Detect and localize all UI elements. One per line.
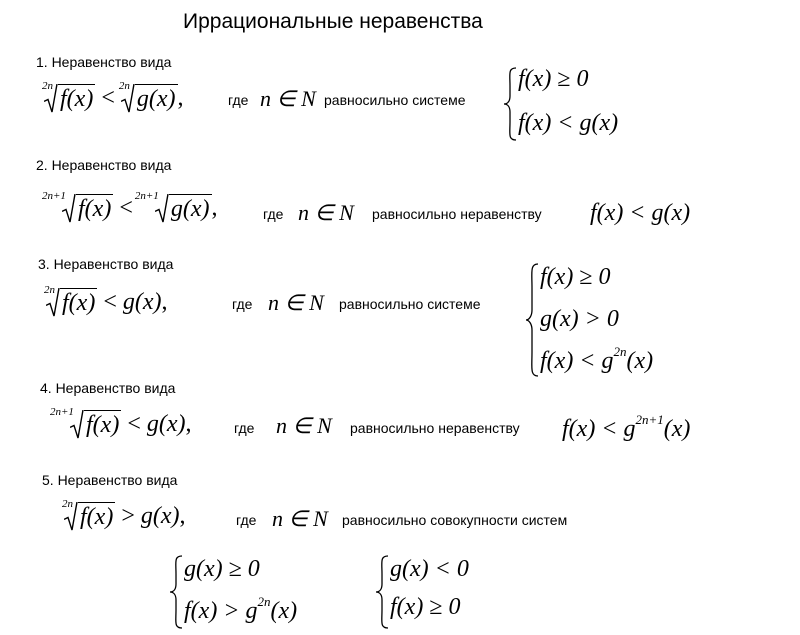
exponent: 2n+1 — [635, 412, 664, 427]
radicand-f: f(x) — [86, 412, 120, 438]
root-index: 2n — [42, 80, 53, 92]
comma: , — [211, 195, 218, 221]
root-f — [62, 498, 115, 531]
where-label: где — [263, 206, 284, 222]
comma: , — [179, 503, 186, 529]
system-brace — [374, 554, 390, 635]
item-1-heading: 1. Неравенство вида — [36, 54, 172, 70]
n-in-N: n ∈ N — [268, 290, 324, 315]
equiv-inequality-label: равносильно неравенству — [350, 420, 520, 436]
root-f — [50, 406, 121, 439]
root-f — [42, 190, 113, 223]
item-2-formula — [42, 190, 218, 223]
root-index: 2n+1 — [134, 190, 159, 202]
expr-tail: (x) — [626, 348, 654, 374]
result-2: f(x) < g(x) — [590, 200, 691, 226]
less-than: < — [127, 411, 141, 437]
system-3-line-3 — [540, 344, 653, 375]
g-of-x: g(x) — [146, 411, 186, 437]
less-than: < — [101, 85, 115, 111]
n-in-N: n ∈ N — [298, 200, 354, 225]
root-g — [134, 190, 212, 223]
comma: , — [161, 289, 168, 315]
system-1-line-2: f(x) < g(x) — [518, 110, 619, 136]
root-g — [118, 80, 178, 113]
system-1-line-1: f(x) ≥ 0 — [518, 66, 589, 92]
comma: , — [177, 85, 184, 111]
radicand-f: f(x) — [62, 290, 96, 316]
g-of-x: g(x) — [122, 289, 162, 315]
root-f — [44, 284, 97, 317]
item-1-formula — [42, 80, 184, 113]
page-title: Иррациональные неравенства — [183, 10, 483, 33]
item-3-heading: 3. Неравенство вида — [38, 256, 174, 272]
radicand-f: f(x) — [60, 86, 94, 112]
expr-tail: (x) — [663, 416, 691, 442]
item-5-formula — [62, 498, 186, 531]
system-5a-line-2 — [184, 594, 297, 625]
n-in-N: n ∈ N — [260, 86, 316, 111]
comma: , — [185, 411, 192, 437]
root-f — [42, 80, 95, 113]
less-than: < — [103, 289, 117, 315]
where-label: где — [228, 92, 249, 108]
item-3-formula — [44, 284, 168, 317]
item-4-formula — [50, 406, 192, 439]
less-than: < — [119, 195, 133, 221]
root-index: 2n — [62, 498, 73, 510]
expr: f(x) > g — [184, 598, 258, 624]
system-5b-line-1: g(x) < 0 — [390, 556, 469, 582]
root-index: 2n+1 — [42, 190, 66, 202]
expr: f(x) < g — [562, 416, 636, 442]
system-3-line-1: f(x) ≥ 0 — [540, 264, 611, 290]
system-brace — [168, 554, 184, 635]
root-index: 2n — [118, 80, 130, 92]
radicand-f: f(x) — [80, 504, 114, 530]
system-3-line-2: g(x) > 0 — [540, 306, 619, 332]
item-4-heading: 4. Неравенство вида — [40, 380, 176, 396]
root-index: 2n+1 — [50, 406, 74, 418]
item-5-heading: 5. Неравенство вида — [42, 472, 178, 488]
n-in-N: n ∈ N — [272, 506, 328, 531]
root-index: 2n — [44, 284, 55, 296]
system-brace — [502, 66, 518, 147]
equiv-system-label: равносильно системе — [324, 92, 466, 108]
n-in-N: n ∈ N — [276, 413, 332, 438]
expr-tail: (x) — [270, 598, 298, 624]
where-label: где — [236, 512, 257, 528]
expr: f(x) < g — [540, 348, 614, 374]
greater-than: > — [121, 503, 135, 529]
radicand-g: g(x) — [170, 196, 210, 222]
exponent: 2n — [613, 344, 627, 359]
equiv-inequality-label: равносильно неравенству — [372, 206, 542, 222]
g-of-x: g(x) — [140, 503, 180, 529]
system-5a-line-1: g(x) ≥ 0 — [184, 556, 260, 582]
where-label: где — [232, 296, 253, 312]
system-brace — [524, 262, 540, 383]
equiv-set-label: равносильно совокупности систем — [342, 512, 568, 528]
system-5b-line-2: f(x) ≥ 0 — [390, 594, 461, 620]
where-label: где — [234, 420, 255, 436]
item-2-heading: 2. Неравенство вида — [36, 157, 172, 173]
equiv-system-label: равносильно системе — [339, 296, 481, 312]
radicand-f: f(x) — [78, 196, 112, 222]
exponent: 2n — [257, 594, 271, 609]
radicand-g: g(x) — [136, 86, 176, 112]
result-4 — [562, 412, 690, 443]
